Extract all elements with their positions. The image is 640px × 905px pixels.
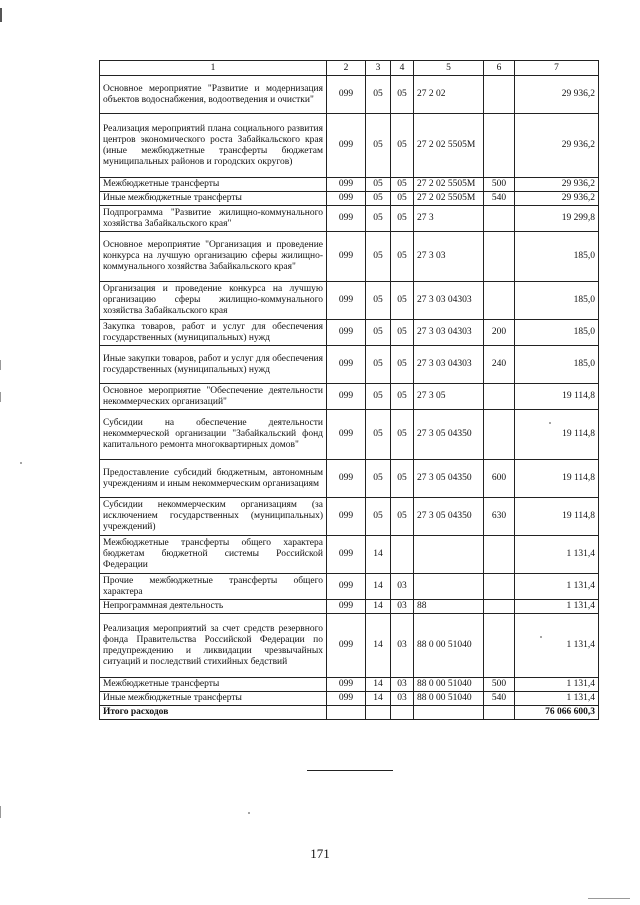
item-name-cell: Основное мероприятие "Организация и проведение конкурса на лучшую организацию сферы жилищно-коммунального хозяйства Забайкальского края" xyxy=(100,232,327,282)
table-row xyxy=(100,346,599,384)
section-cell: 14 xyxy=(366,692,391,706)
ministry-code-cell: 099 xyxy=(327,114,366,178)
empty-cell xyxy=(414,706,484,720)
item-name-cell: Подпрограмма "Развитие жилищно-коммунального хозяйства Забайкальского края" xyxy=(100,206,327,232)
expense-type-cell xyxy=(484,114,515,178)
header-cell: 4 xyxy=(391,61,414,76)
item-name-cell: Иные закупки товаров, работ и услуг для обеспечения государственных (муниципальных) нужд xyxy=(100,346,327,384)
expense-type-cell: 200 xyxy=(484,320,515,346)
target-article-cell: 27 3 03 04303 xyxy=(414,346,484,384)
section-cell: 05 xyxy=(366,114,391,178)
subsection-cell: 03 xyxy=(391,574,414,600)
subsection-cell: 05 xyxy=(391,206,414,232)
expense-type-cell xyxy=(484,76,515,114)
target-article-cell: 88 xyxy=(414,600,484,614)
expenses-table xyxy=(99,60,599,720)
ministry-code-cell: 099 xyxy=(327,206,366,232)
section-cell: 14 xyxy=(366,600,391,614)
amount-cell: 19 114,8 xyxy=(515,384,599,410)
table-row xyxy=(100,206,599,232)
section-cell: 05 xyxy=(366,320,391,346)
ministry-code-cell: 099 xyxy=(327,320,366,346)
table-row xyxy=(100,114,599,178)
subsection-cell: 05 xyxy=(391,410,414,460)
ministry-code-cell: 099 xyxy=(327,498,366,536)
section-cell: 05 xyxy=(366,460,391,498)
expense-type-cell xyxy=(484,384,515,410)
item-name-cell: Предоставление субсидий бюджетным, автономным учреждениям и иным некоммерческим организациям xyxy=(100,460,327,498)
ministry-code-cell: 099 xyxy=(327,410,366,460)
table-row xyxy=(100,192,599,206)
amount-cell: 1 131,4 xyxy=(515,600,599,614)
target-article-cell xyxy=(414,536,484,574)
scan-speck xyxy=(20,462,22,464)
amount-cell: 185,0 xyxy=(515,320,599,346)
section-cell: 05 xyxy=(366,282,391,320)
ministry-code-cell: 099 xyxy=(327,76,366,114)
header-cell: 2 xyxy=(327,61,366,76)
amount-cell: 19 114,8 xyxy=(515,498,599,536)
item-name-cell: Субсидии на обеспечение деятельности некоммерческой организации "Забайкальский фонд капитального ремонта многоквартирных домов" xyxy=(100,410,327,460)
table-row xyxy=(100,320,599,346)
table-row xyxy=(100,178,599,192)
target-article-cell: 27 3 03 04303 xyxy=(414,282,484,320)
subsection-cell: 03 xyxy=(391,692,414,706)
table-row xyxy=(100,536,599,574)
item-name-cell: Межбюджетные трансферты общего характера бюджетам бюджетной системы Российской Федерации xyxy=(100,536,327,574)
subsection-cell: 05 xyxy=(391,460,414,498)
target-article-cell: 27 3 03 04303 xyxy=(414,320,484,346)
header-cell: 3 xyxy=(366,61,391,76)
target-article-cell: 27 2 02 5505М xyxy=(414,178,484,192)
section-cell: 05 xyxy=(366,410,391,460)
ministry-code-cell: 099 xyxy=(327,232,366,282)
total-amount: 76 066 600,3 xyxy=(515,706,599,720)
subsection-cell: 03 xyxy=(391,614,414,678)
target-article-cell: 27 2 02 5505М xyxy=(414,114,484,178)
item-name-cell: Иные межбюджетные трансферты xyxy=(100,692,327,706)
subsection-cell: 05 xyxy=(391,178,414,192)
table-row xyxy=(100,76,599,114)
page-number: 171 xyxy=(310,846,330,861)
scan-speck xyxy=(248,812,250,814)
item-name-cell: Закупка товаров, работ и услуг для обеспечения государственных (муниципальных) нужд xyxy=(100,320,327,346)
separator-line xyxy=(307,770,393,771)
item-name-cell: Прочие межбюджетные трансферты общего характера xyxy=(100,574,327,600)
target-article-cell: 27 2 02 xyxy=(414,76,484,114)
expense-type-cell xyxy=(484,536,515,574)
subsection-cell: 05 xyxy=(391,346,414,384)
ministry-code-cell: 099 xyxy=(327,178,366,192)
subsection-cell: 05 xyxy=(391,76,414,114)
amount-cell: 185,0 xyxy=(515,346,599,384)
section-cell: 05 xyxy=(366,192,391,206)
item-name-cell: Межбюджетные трансферты xyxy=(100,178,327,192)
target-article-cell: 27 3 xyxy=(414,206,484,232)
ministry-code-cell: 099 xyxy=(327,346,366,384)
subsection-cell: 05 xyxy=(391,320,414,346)
table-row xyxy=(100,614,599,678)
ministry-code-cell: 099 xyxy=(327,678,366,692)
empty-cell xyxy=(327,706,366,720)
target-article-cell: 27 3 05 04350 xyxy=(414,410,484,460)
section-cell: 05 xyxy=(366,232,391,282)
amount-cell: 29 936,2 xyxy=(515,114,599,178)
expense-type-cell: 500 xyxy=(484,178,515,192)
table-row xyxy=(100,410,599,460)
expense-type-cell xyxy=(484,614,515,678)
amount-cell: 1 131,4 xyxy=(515,614,599,678)
expense-type-cell: 500 xyxy=(484,678,515,692)
total-label: Итого расходов xyxy=(100,706,327,720)
expense-type-cell: 540 xyxy=(484,692,515,706)
table-row xyxy=(100,692,599,706)
table-row xyxy=(100,498,599,536)
ministry-code-cell: 099 xyxy=(327,614,366,678)
expense-type-cell xyxy=(484,206,515,232)
target-article-cell: 27 3 03 xyxy=(414,232,484,282)
header-cell: 1 xyxy=(100,61,327,76)
section-cell: 05 xyxy=(366,76,391,114)
item-name-cell: Непрограммная деятельность xyxy=(100,600,327,614)
expense-type-cell xyxy=(484,600,515,614)
section-cell: 14 xyxy=(366,614,391,678)
scan-edge-mark xyxy=(0,360,1,370)
subsection-cell: 05 xyxy=(391,384,414,410)
amount-cell: 19 114,8 xyxy=(515,460,599,498)
expense-type-cell: 600 xyxy=(484,460,515,498)
empty-cell xyxy=(366,706,391,720)
section-cell: 05 xyxy=(366,384,391,410)
expense-type-cell: 630 xyxy=(484,498,515,536)
item-name-cell: Межбюджетные трансферты xyxy=(100,678,327,692)
ministry-code-cell: 099 xyxy=(327,384,366,410)
target-article-cell xyxy=(414,574,484,600)
table-row xyxy=(100,678,599,692)
table-row xyxy=(100,384,599,410)
ministry-code-cell: 099 xyxy=(327,460,366,498)
item-name-cell: Основное мероприятие "Обеспечение деятельности некоммерческих организаций" xyxy=(100,384,327,410)
amount-cell: 1 131,4 xyxy=(515,574,599,600)
scan-edge-mark xyxy=(0,8,2,22)
table-header-row xyxy=(100,61,599,76)
subsection-cell: 05 xyxy=(391,192,414,206)
amount-cell: 19 299,8 xyxy=(515,206,599,232)
subsection-cell: 03 xyxy=(391,600,414,614)
target-article-cell: 27 3 05 xyxy=(414,384,484,410)
ministry-code-cell: 099 xyxy=(327,600,366,614)
item-name-cell: Реализация мероприятий плана социального развития центров экономического роста Забайкальского края (иные межбюджетные трансферты бюджетам муниципальных районов и городских округов) xyxy=(100,114,327,178)
scan-edge-mark xyxy=(0,806,1,818)
empty-cell xyxy=(484,706,515,720)
item-name-cell: Иные межбюджетные трансферты xyxy=(100,192,327,206)
table-row xyxy=(100,232,599,282)
ministry-code-cell: 099 xyxy=(327,536,366,574)
amount-cell: 1 131,4 xyxy=(515,536,599,574)
subsection-cell: 05 xyxy=(391,232,414,282)
table-row xyxy=(100,574,599,600)
expense-type-cell xyxy=(484,282,515,320)
subsection-cell xyxy=(391,536,414,574)
amount-cell: 29 936,2 xyxy=(515,178,599,192)
item-name-cell: Основное мероприятие "Развитие и модернизация объектов водоснабжения, водоотведения и очистки" xyxy=(100,76,327,114)
header-cell: 7 xyxy=(515,61,599,76)
amount-cell: 1 131,4 xyxy=(515,678,599,692)
table-row xyxy=(100,460,599,498)
header-cell: 5 xyxy=(414,61,484,76)
table-row xyxy=(100,600,599,614)
target-article-cell: 27 2 02 5505М xyxy=(414,192,484,206)
item-name-cell: Реализация мероприятий за счет средств резервного фонда Правительства Российской Федерации по предупреждению и ликвидации чрезвычайных ситуаций и последствий стихийных бедствий xyxy=(100,614,327,678)
expense-type-cell: 240 xyxy=(484,346,515,384)
target-article-cell: 27 3 05 04350 xyxy=(414,460,484,498)
subsection-cell: 05 xyxy=(391,114,414,178)
subsection-cell: 03 xyxy=(391,678,414,692)
expense-type-cell xyxy=(484,410,515,460)
item-name-cell: Организация и проведение конкурса на лучшую организацию сферы жилищно-коммунального хозяйства Забайкальского края xyxy=(100,282,327,320)
ministry-code-cell: 099 xyxy=(327,282,366,320)
ministry-code-cell: 099 xyxy=(327,192,366,206)
section-cell: 05 xyxy=(366,178,391,192)
total-row xyxy=(100,706,599,720)
amount-cell: 19 114,8 xyxy=(515,410,599,460)
amount-cell: 29 936,2 xyxy=(515,76,599,114)
item-name-cell: Субсидии некоммерческим организациям (за исключением государственных (муниципальных) учреждений) xyxy=(100,498,327,536)
header-cell: 6 xyxy=(484,61,515,76)
section-cell: 14 xyxy=(366,678,391,692)
amount-cell: 1 131,4 xyxy=(515,692,599,706)
section-cell: 05 xyxy=(366,498,391,536)
ministry-code-cell: 099 xyxy=(327,692,366,706)
target-article-cell: 88 0 00 51040 xyxy=(414,692,484,706)
subsection-cell: 05 xyxy=(391,282,414,320)
target-article-cell: 88 0 00 51040 xyxy=(414,614,484,678)
target-article-cell: 27 3 05 04350 xyxy=(414,498,484,536)
scan-corner-mark xyxy=(588,898,630,903)
ministry-code-cell: 099 xyxy=(327,574,366,600)
section-cell: 14 xyxy=(366,574,391,600)
expense-type-cell xyxy=(484,574,515,600)
amount-cell: 29 936,2 xyxy=(515,192,599,206)
table-row xyxy=(100,282,599,320)
expense-type-cell xyxy=(484,232,515,282)
subsection-cell: 05 xyxy=(391,498,414,536)
section-cell: 05 xyxy=(366,206,391,232)
target-article-cell: 88 0 00 51040 xyxy=(414,678,484,692)
empty-cell xyxy=(391,706,414,720)
section-cell: 05 xyxy=(366,346,391,384)
amount-cell: 185,0 xyxy=(515,232,599,282)
expense-type-cell: 540 xyxy=(484,192,515,206)
amount-cell: 185,0 xyxy=(515,282,599,320)
section-cell: 14 xyxy=(366,536,391,574)
scan-edge-mark xyxy=(0,392,1,402)
